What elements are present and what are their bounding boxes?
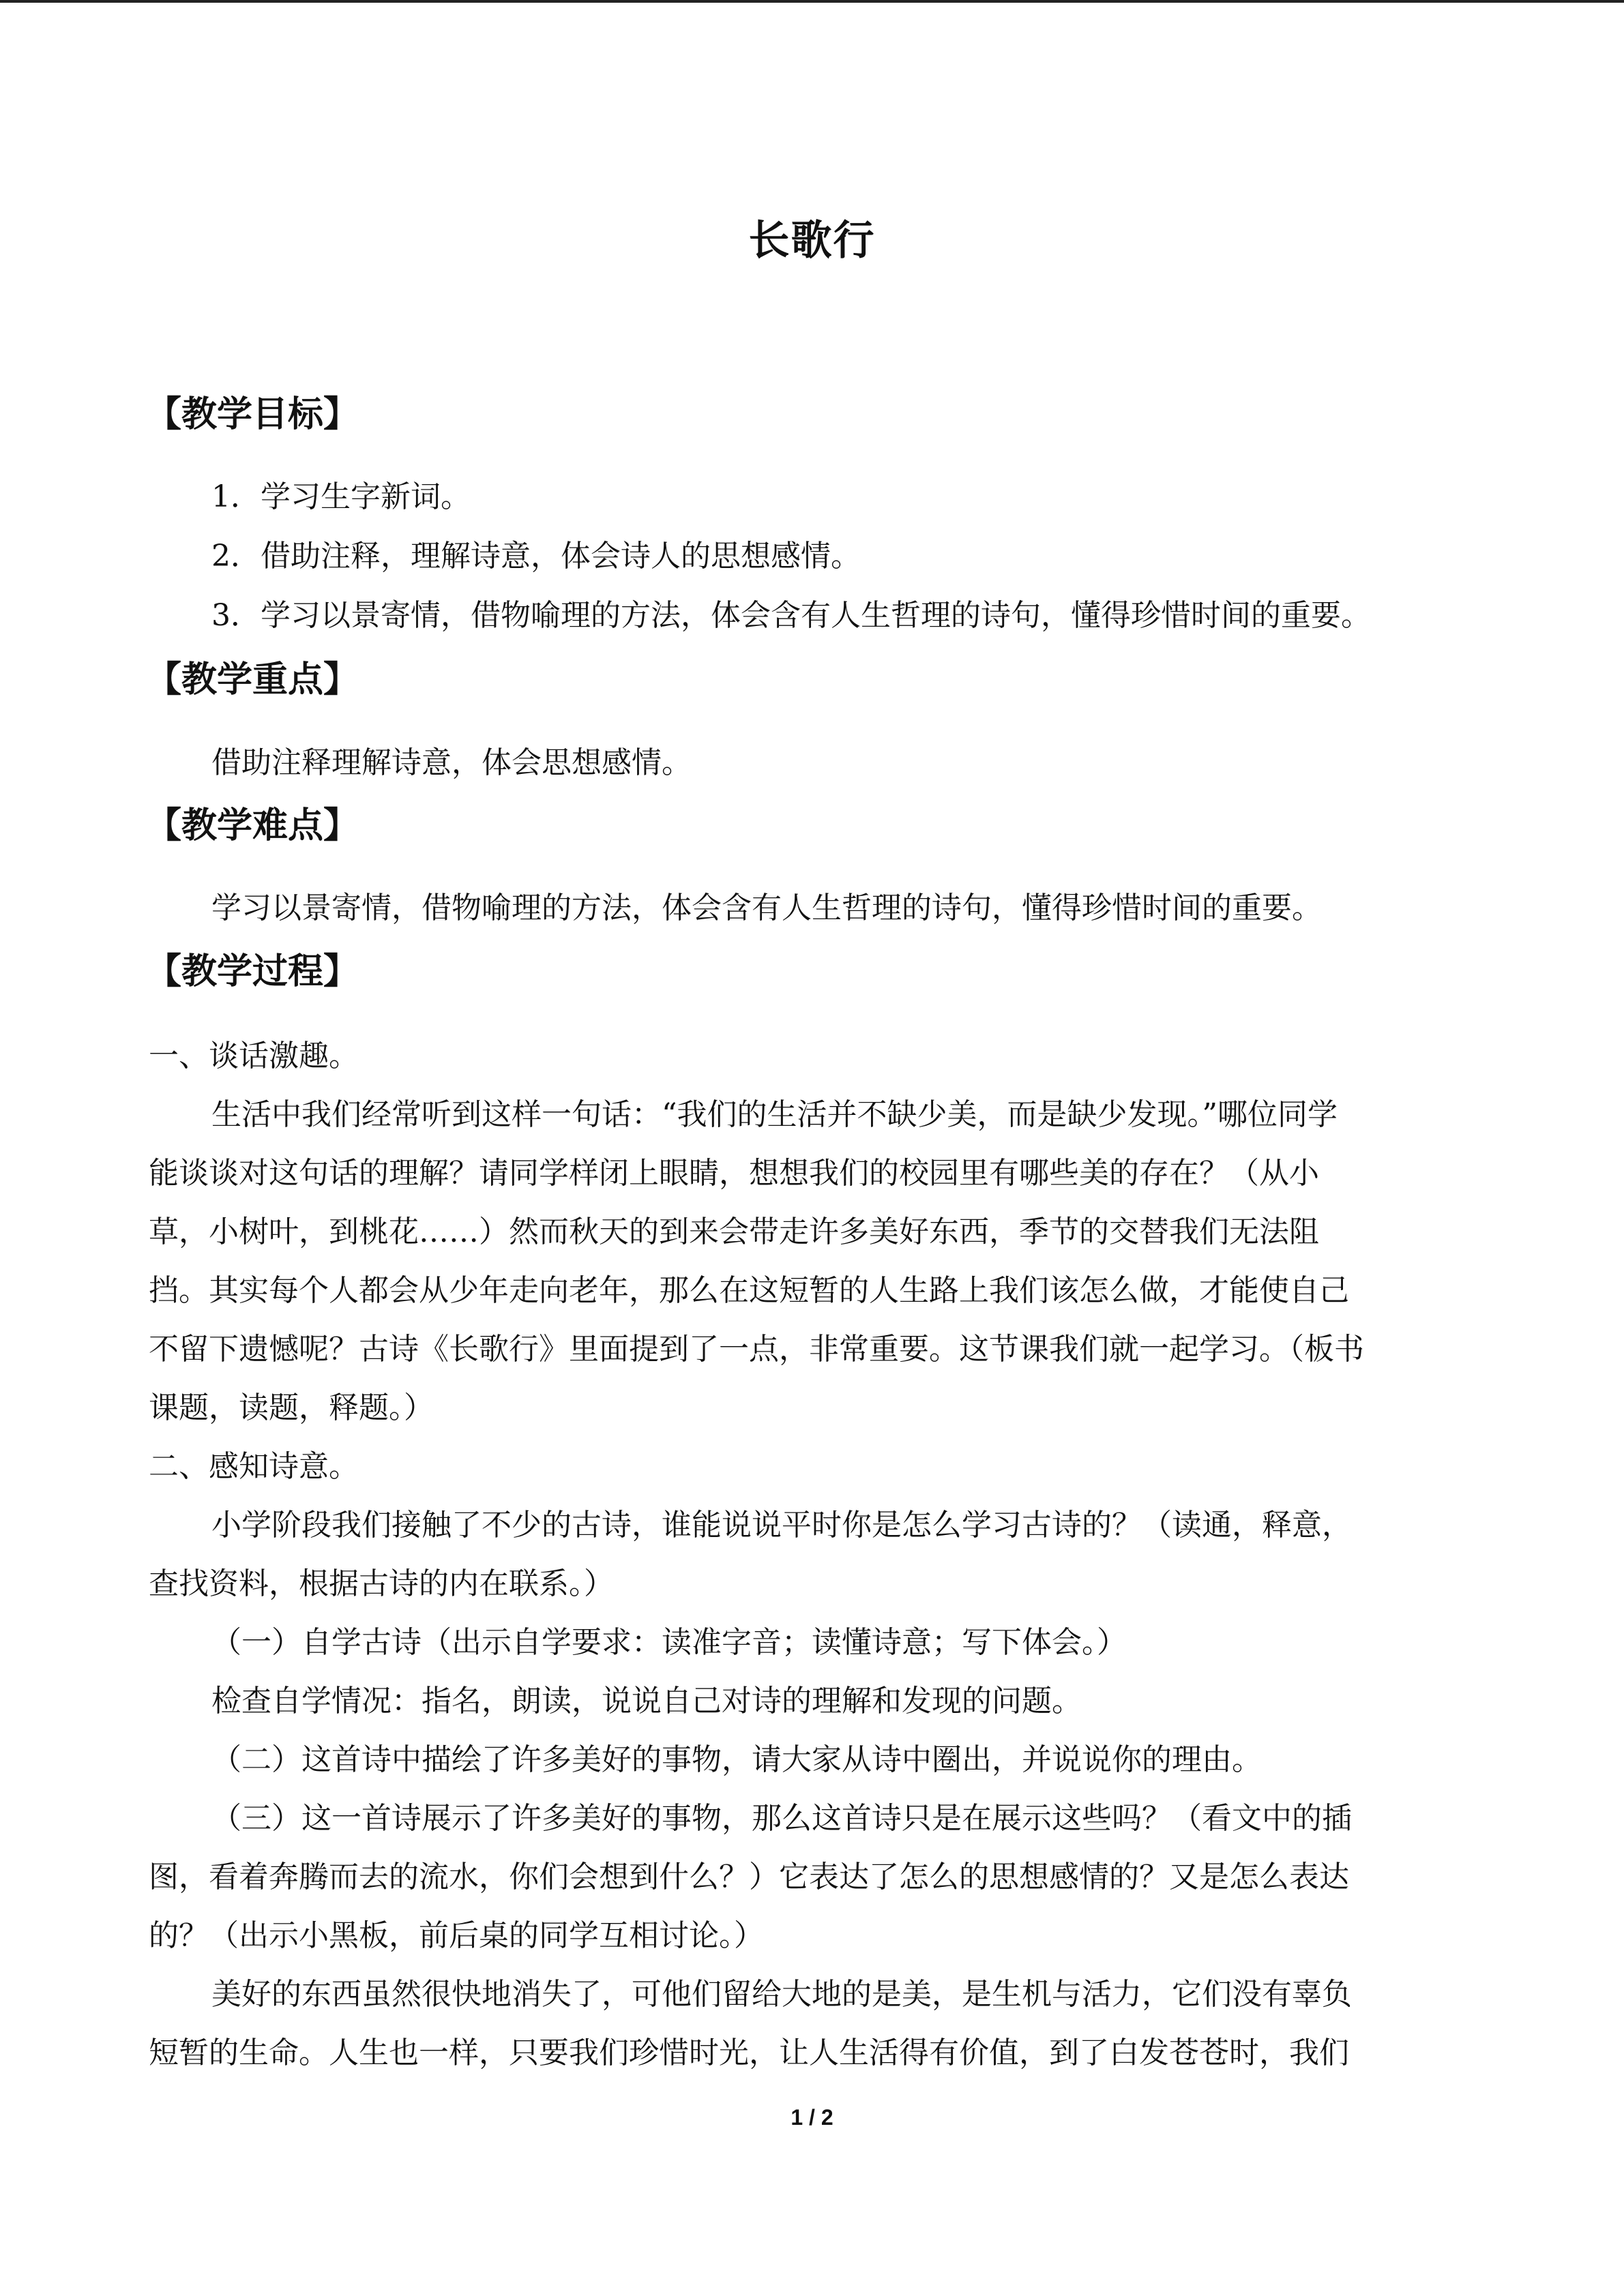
objective-item-1: 1．学习生字新词。 [211,479,471,514]
process-step-2-line-2: 查找资料，根据古诗的内在联系。） [149,1566,614,1601]
page-number: 1 / 2 [791,2105,833,2130]
process-step-2-title: 二、感知诗意。 [149,1449,359,1484]
process-step-2-line-9: 美好的东西虽然很快地消失了，可他们留给大地的是美，是生机与活力，它们没有辜负 [211,1977,1352,2012]
process-step-1-line-6: 课题，读题，释题。） [149,1390,434,1425]
section-heading-key-points: 【教学重点】 [146,659,359,700]
process-step-1-line-1: 生活中我们经常听到这样一句话：“我们的生活并不缺少美，而是缺少发现。”哪位同学 [211,1097,1338,1132]
process-step-1-line-2: 能谈谈对这句话的理解？请同学样闭上眼睛，想想我们的校园里有哪些美的存在？（从小 [149,1156,1319,1191]
objective-item-3: 3．学习以景寄情，借物喻理的方法，体会含有人生哲理的诗句，懂得珍惜时间的重要。 [211,598,1371,633]
key-points-text: 借助注释理解诗意，体会思想感情。 [211,745,692,780]
process-step-2-line-6: （三）这一首诗展示了许多美好的事物，那么这首诗只是在展示这些吗？（看文中的插 [211,1801,1352,1836]
section-heading-process: 【教学过程】 [146,951,359,992]
process-step-1-title: 一、谈话激趣。 [149,1039,359,1073]
process-step-1-line-4: 挡。其实每个人都会从少年走向老年，那么在这短暂的人生路上我们该怎么做，才能使自己 [149,1273,1349,1308]
top-border-line [0,0,1624,3]
process-step-2-line-10: 短暂的生命。人生也一样，只要我们珍惜时光，让人生活得有价值，到了白发苍苍时，我们 [149,2036,1349,2070]
difficulties-text: 学习以景寄情，借物喻理的方法，体会含有人生哲理的诗句，懂得珍惜时间的重要。 [211,891,1322,925]
section-heading-difficulties: 【教学难点】 [146,805,359,846]
process-step-1-line-5: 不留下遗憾呢？古诗《长歌行》里面提到了一点，非常重要。这节课我们就一起学习。（板书 [149,1332,1364,1367]
section-heading-objectives: 【教学目标】 [146,393,359,435]
process-step-2-line-5: （二）这首诗中描绘了许多美好的事物，请大家从诗中圈出，并说说你的理由。 [211,1742,1262,1777]
process-step-2-line-8: 的？（出示小黑板，前后桌的同学互相讨论。） [149,1918,764,1953]
objective-item-2: 2．借助注释，理解诗意，体会诗人的思想感情。 [211,539,861,573]
process-step-1-line-3: 草，小树叶，到桃花……）然而秋天的到来会带走许多美好东西，季节的交替我们无法阻 [149,1214,1319,1249]
process-step-2-line-7: 图，看着奔腾而去的流水，你们会想到什么？）它表达了怎么的思想感情的？又是怎么表达 [149,1860,1349,1894]
process-step-2-line-1: 小学阶段我们接触了不少的古诗，谁能说说平时你是怎么学习古诗的？（读通，释意， [211,1508,1352,1542]
process-step-2-line-4: 检查自学情况：指名，朗读，说说自己对诗的理解和发现的问题。 [211,1684,1082,1718]
document-title: 长歌行 [748,217,876,265]
process-step-2-line-3: （一）自学古诗（出示自学要求：读准字音；读懂诗意；写下体会。） [211,1625,1127,1660]
